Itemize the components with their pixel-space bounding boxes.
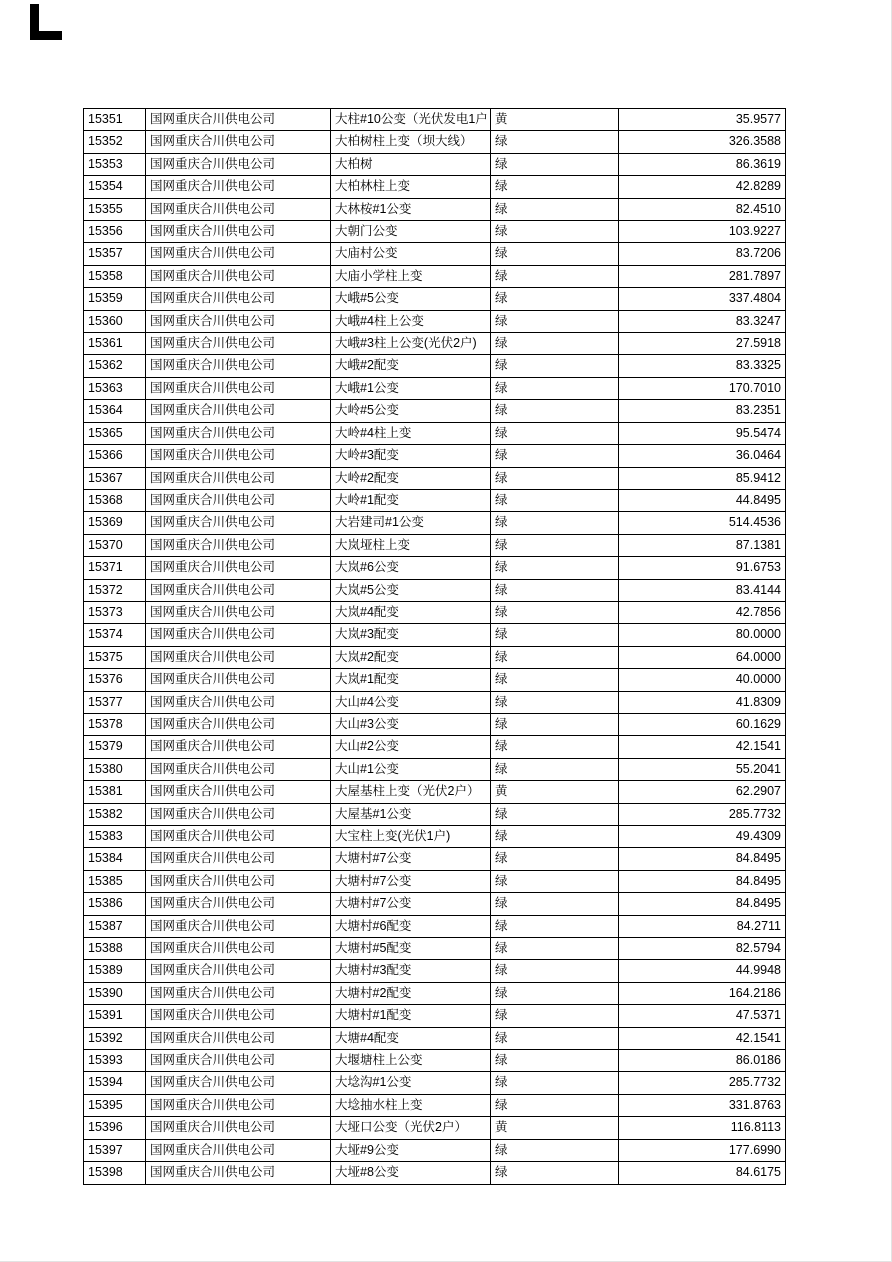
cell-value: 47.5371	[619, 1005, 786, 1027]
cell-value: 84.2711	[619, 915, 786, 937]
cell-row-id: 15360	[84, 310, 146, 332]
table-row	[84, 400, 786, 422]
cell-station-name: 大塘村#7公变	[331, 848, 491, 870]
cell-company: 国网重庆合川供电公司	[146, 1094, 331, 1116]
cell-row-id: 15369	[84, 512, 146, 534]
cell-row-id: 15380	[84, 758, 146, 780]
cell-status: 绿	[491, 758, 619, 780]
cell-station-name: 大山#3公变	[331, 713, 491, 735]
cell-status: 绿	[491, 579, 619, 601]
cell-row-id: 15377	[84, 691, 146, 713]
cell-station-name: 大庙小学柱上变	[331, 265, 491, 287]
cell-value: 285.7732	[619, 1072, 786, 1094]
cell-company: 国网重庆合川供电公司	[146, 736, 331, 758]
cell-station-name: 大柏树柱上变（坝大线）	[331, 131, 491, 153]
cell-station-name: 大堰塘柱上公变	[331, 1050, 491, 1072]
cell-company: 国网重庆合川供电公司	[146, 198, 331, 220]
cell-value: 177.6990	[619, 1139, 786, 1161]
cell-station-name: 大塘村#6配变	[331, 915, 491, 937]
cell-value: 326.3588	[619, 131, 786, 153]
cell-value: 164.2186	[619, 982, 786, 1004]
cell-value: 86.0186	[619, 1050, 786, 1072]
cell-station-name: 大峨#1公变	[331, 377, 491, 399]
table-row	[84, 333, 786, 355]
cell-row-id: 15389	[84, 960, 146, 982]
cell-value: 331.8763	[619, 1094, 786, 1116]
cell-station-name: 大岭#3配变	[331, 445, 491, 467]
cell-row-id: 15376	[84, 669, 146, 691]
cell-company: 国网重庆合川供电公司	[146, 982, 331, 1004]
cell-status: 绿	[491, 1005, 619, 1027]
cell-status: 绿	[491, 826, 619, 848]
cell-company: 国网重庆合川供电公司	[146, 512, 331, 534]
cell-row-id: 15392	[84, 1027, 146, 1049]
cell-row-id: 15381	[84, 781, 146, 803]
cell-row-id: 15396	[84, 1117, 146, 1139]
table-row	[84, 781, 786, 803]
cell-status: 绿	[491, 153, 619, 175]
cell-company: 国网重庆合川供电公司	[146, 1139, 331, 1161]
cell-value: 83.7206	[619, 243, 786, 265]
table-row	[84, 176, 786, 198]
table-row	[84, 646, 786, 668]
table-row	[84, 736, 786, 758]
table-row	[84, 1027, 786, 1049]
cell-value: 337.4804	[619, 288, 786, 310]
cell-row-id: 15353	[84, 153, 146, 175]
cell-row-id: 15387	[84, 915, 146, 937]
cell-status: 绿	[491, 355, 619, 377]
table-row	[84, 826, 786, 848]
cell-value: 514.4536	[619, 512, 786, 534]
cell-company: 国网重庆合川供电公司	[146, 781, 331, 803]
table-row	[84, 557, 786, 579]
cell-company: 国网重庆合川供电公司	[146, 534, 331, 556]
cell-status: 绿	[491, 624, 619, 646]
table-row	[84, 243, 786, 265]
cell-status: 绿	[491, 1027, 619, 1049]
cell-company: 国网重庆合川供电公司	[146, 848, 331, 870]
table-row	[84, 1005, 786, 1027]
cell-station-name: 大岚#2配变	[331, 646, 491, 668]
cell-company: 国网重庆合川供电公司	[146, 1117, 331, 1139]
table-row	[84, 691, 786, 713]
cell-value: 42.7856	[619, 601, 786, 623]
table-row	[84, 310, 786, 332]
cell-station-name: 大垭#8公变	[331, 1162, 491, 1184]
cell-value: 82.5794	[619, 938, 786, 960]
cell-status: 绿	[491, 422, 619, 444]
cell-row-id: 15358	[84, 265, 146, 287]
cell-value: 86.3619	[619, 153, 786, 175]
table-row	[84, 1094, 786, 1116]
cell-company: 国网重庆合川供电公司	[146, 400, 331, 422]
cell-value: 84.8495	[619, 848, 786, 870]
cell-station-name: 大塘村#2配变	[331, 982, 491, 1004]
cell-station-name: 大山#4公变	[331, 691, 491, 713]
page-corner-mark	[30, 4, 62, 40]
table-row	[84, 938, 786, 960]
cell-station-name: 大庙村公变	[331, 243, 491, 265]
cell-value: 60.1629	[619, 713, 786, 735]
cell-value: 27.5918	[619, 333, 786, 355]
table-row	[84, 377, 786, 399]
cell-row-id: 15378	[84, 713, 146, 735]
table-row	[84, 265, 786, 287]
cell-company: 国网重庆合川供电公司	[146, 915, 331, 937]
table-row	[84, 870, 786, 892]
cell-station-name: 大山#1公变	[331, 758, 491, 780]
cell-row-id: 15375	[84, 646, 146, 668]
cell-value: 84.6175	[619, 1162, 786, 1184]
cell-station-name: 大岭#4柱上变	[331, 422, 491, 444]
cell-row-id: 15373	[84, 601, 146, 623]
cell-station-name: 大岭#5公变	[331, 400, 491, 422]
cell-row-id: 15362	[84, 355, 146, 377]
cell-company: 国网重庆合川供电公司	[146, 624, 331, 646]
cell-row-id: 15355	[84, 198, 146, 220]
cell-value: 83.3247	[619, 310, 786, 332]
cell-row-id: 15391	[84, 1005, 146, 1027]
cell-status: 绿	[491, 333, 619, 355]
cell-station-name: 大垭#9公变	[331, 1139, 491, 1161]
cell-row-id: 15351	[84, 109, 146, 131]
cell-station-name: 大岚垭柱上变	[331, 534, 491, 556]
cell-value: 42.8289	[619, 176, 786, 198]
cell-row-id: 15361	[84, 333, 146, 355]
table-row	[84, 1162, 786, 1184]
table-row	[84, 489, 786, 511]
cell-company: 国网重庆合川供电公司	[146, 131, 331, 153]
cell-status: 绿	[491, 221, 619, 243]
cell-company: 国网重庆合川供电公司	[146, 893, 331, 915]
cell-station-name: 大柱#10公变（光伏发电1户	[331, 109, 491, 131]
cell-company: 国网重庆合川供电公司	[146, 489, 331, 511]
cell-status: 绿	[491, 243, 619, 265]
cell-value: 87.1381	[619, 534, 786, 556]
table-row	[84, 601, 786, 623]
cell-company: 国网重庆合川供电公司	[146, 1050, 331, 1072]
cell-status: 绿	[491, 669, 619, 691]
cell-status: 绿	[491, 1050, 619, 1072]
cell-company: 国网重庆合川供电公司	[146, 310, 331, 332]
cell-station-name: 大岚#1配变	[331, 669, 491, 691]
table-row	[84, 803, 786, 825]
cell-status: 绿	[491, 1139, 619, 1161]
cell-company: 国网重庆合川供电公司	[146, 870, 331, 892]
cell-company: 国网重庆合川供电公司	[146, 758, 331, 780]
cell-row-id: 15393	[84, 1050, 146, 1072]
cell-status: 绿	[491, 176, 619, 198]
cell-value: 36.0464	[619, 445, 786, 467]
cell-value: 83.2351	[619, 400, 786, 422]
cell-company: 国网重庆合川供电公司	[146, 960, 331, 982]
cell-row-id: 15385	[84, 870, 146, 892]
cell-status: 绿	[491, 646, 619, 668]
cell-company: 国网重庆合川供电公司	[146, 646, 331, 668]
cell-status: 绿	[491, 1094, 619, 1116]
cell-status: 绿	[491, 557, 619, 579]
cell-status: 黄	[491, 781, 619, 803]
table-row	[84, 198, 786, 220]
cell-value: 84.8495	[619, 893, 786, 915]
cell-value: 84.8495	[619, 870, 786, 892]
cell-station-name: 大岚#5公变	[331, 579, 491, 601]
cell-station-name: 大岩建司#1公变	[331, 512, 491, 534]
cell-station-name: 大峨#2配变	[331, 355, 491, 377]
table-row	[84, 153, 786, 175]
table-row	[84, 422, 786, 444]
cell-status: 绿	[491, 1072, 619, 1094]
cell-row-id: 15359	[84, 288, 146, 310]
cell-station-name: 大塘村#7公变	[331, 870, 491, 892]
cell-row-id: 15383	[84, 826, 146, 848]
cell-value: 64.0000	[619, 646, 786, 668]
cell-status: 绿	[491, 870, 619, 892]
cell-company: 国网重庆合川供电公司	[146, 467, 331, 489]
cell-status: 绿	[491, 377, 619, 399]
cell-status: 绿	[491, 131, 619, 153]
table-row	[84, 288, 786, 310]
table-body	[84, 109, 786, 1185]
cell-station-name: 大岭#1配变	[331, 489, 491, 511]
cell-station-name: 大埝沟#1公变	[331, 1072, 491, 1094]
cell-company: 国网重庆合川供电公司	[146, 826, 331, 848]
table-row	[84, 758, 786, 780]
table-row	[84, 467, 786, 489]
cell-station-name: 大峨#3柱上公变(光伏2户)	[331, 333, 491, 355]
cell-station-name: 大塘村#1配变	[331, 1005, 491, 1027]
cell-row-id: 15382	[84, 803, 146, 825]
table-row	[84, 1139, 786, 1161]
cell-company: 国网重庆合川供电公司	[146, 109, 331, 131]
cell-company: 国网重庆合川供电公司	[146, 1005, 331, 1027]
cell-station-name: 大塘#4配变	[331, 1027, 491, 1049]
cell-status: 黄	[491, 1117, 619, 1139]
cell-company: 国网重庆合川供电公司	[146, 669, 331, 691]
cell-row-id: 15372	[84, 579, 146, 601]
cell-row-id: 15374	[84, 624, 146, 646]
table-row	[84, 848, 786, 870]
cell-company: 国网重庆合川供电公司	[146, 221, 331, 243]
cell-status: 绿	[491, 198, 619, 220]
cell-value: 49.4309	[619, 826, 786, 848]
cell-company: 国网重庆合川供电公司	[146, 938, 331, 960]
cell-status: 绿	[491, 310, 619, 332]
cell-status: 绿	[491, 1162, 619, 1184]
table-row	[84, 960, 786, 982]
cell-status: 绿	[491, 445, 619, 467]
cell-row-id: 15398	[84, 1162, 146, 1184]
cell-company: 国网重庆合川供电公司	[146, 713, 331, 735]
cell-status: 绿	[491, 938, 619, 960]
cell-station-name: 大山#2公变	[331, 736, 491, 758]
cell-status: 绿	[491, 534, 619, 556]
cell-value: 83.3325	[619, 355, 786, 377]
table-row	[84, 1117, 786, 1139]
cell-row-id: 15367	[84, 467, 146, 489]
cell-status: 绿	[491, 848, 619, 870]
cell-company: 国网重庆合川供电公司	[146, 691, 331, 713]
cell-station-name: 大塘村#5配变	[331, 938, 491, 960]
table-row	[84, 982, 786, 1004]
cell-station-name: 大屋基柱上变（光伏2户）	[331, 781, 491, 803]
cell-station-name: 大朝门公变	[331, 221, 491, 243]
cell-station-name: 大塘村#7公变	[331, 893, 491, 915]
table-row	[84, 355, 786, 377]
cell-status: 绿	[491, 893, 619, 915]
cell-station-name: 大岚#6公变	[331, 557, 491, 579]
table-row	[84, 1072, 786, 1094]
cell-row-id: 15352	[84, 131, 146, 153]
cell-station-name: 大峨#4柱上公变	[331, 310, 491, 332]
cell-company: 国网重庆合川供电公司	[146, 1072, 331, 1094]
cell-row-id: 15364	[84, 400, 146, 422]
cell-value: 85.9412	[619, 467, 786, 489]
cell-station-name: 大塘村#3配变	[331, 960, 491, 982]
cell-status: 绿	[491, 960, 619, 982]
cell-row-id: 15379	[84, 736, 146, 758]
cell-value: 103.9227	[619, 221, 786, 243]
cell-station-name: 大垭口公变（光伏2户）	[331, 1117, 491, 1139]
cell-station-name: 大屋基#1公变	[331, 803, 491, 825]
cell-row-id: 15390	[84, 982, 146, 1004]
cell-value: 44.9948	[619, 960, 786, 982]
cell-company: 国网重庆合川供电公司	[146, 445, 331, 467]
cell-station-name: 大柏树	[331, 153, 491, 175]
table-row	[84, 624, 786, 646]
cell-station-name: 大柏林柱上变	[331, 176, 491, 198]
table-row	[84, 1050, 786, 1072]
cell-company: 国网重庆合川供电公司	[146, 803, 331, 825]
cell-station-name: 大埝抽水柱上变	[331, 1094, 491, 1116]
cell-value: 80.0000	[619, 624, 786, 646]
cell-company: 国网重庆合川供电公司	[146, 243, 331, 265]
table-row	[84, 915, 786, 937]
cell-row-id: 15354	[84, 176, 146, 198]
cell-company: 国网重庆合川供电公司	[146, 377, 331, 399]
cell-company: 国网重庆合川供电公司	[146, 422, 331, 444]
cell-row-id: 15371	[84, 557, 146, 579]
table-row	[84, 109, 786, 131]
cell-row-id: 15366	[84, 445, 146, 467]
cell-company: 国网重庆合川供电公司	[146, 355, 331, 377]
cell-status: 绿	[491, 489, 619, 511]
cell-value: 35.9577	[619, 109, 786, 131]
cell-value: 55.2041	[619, 758, 786, 780]
cell-row-id: 15365	[84, 422, 146, 444]
cell-value: 116.8113	[619, 1117, 786, 1139]
cell-row-id: 15397	[84, 1139, 146, 1161]
cell-row-id: 15386	[84, 893, 146, 915]
cell-company: 国网重庆合川供电公司	[146, 176, 331, 198]
cell-value: 83.4144	[619, 579, 786, 601]
cell-value: 285.7732	[619, 803, 786, 825]
cell-value: 82.4510	[619, 198, 786, 220]
cell-status: 绿	[491, 601, 619, 623]
cell-company: 国网重庆合川供电公司	[146, 1162, 331, 1184]
table-row	[84, 445, 786, 467]
cell-status: 绿	[491, 982, 619, 1004]
table-row	[84, 512, 786, 534]
cell-status: 绿	[491, 915, 619, 937]
cell-status: 绿	[491, 288, 619, 310]
cell-company: 国网重庆合川供电公司	[146, 265, 331, 287]
cell-status: 绿	[491, 467, 619, 489]
table-row	[84, 893, 786, 915]
cell-value: 170.7010	[619, 377, 786, 399]
table-row	[84, 221, 786, 243]
cell-station-name: 大宝柱上变(光伏1户)	[331, 826, 491, 848]
cell-station-name: 大林桉#1公变	[331, 198, 491, 220]
cell-status: 黄	[491, 109, 619, 131]
transformer-table	[83, 108, 786, 1185]
cell-row-id: 15384	[84, 848, 146, 870]
cell-value: 42.1541	[619, 1027, 786, 1049]
table-row	[84, 579, 786, 601]
table-row	[84, 131, 786, 153]
cell-row-id: 15395	[84, 1094, 146, 1116]
cell-status: 绿	[491, 400, 619, 422]
cell-row-id: 15394	[84, 1072, 146, 1094]
cell-value: 40.0000	[619, 669, 786, 691]
cell-company: 国网重庆合川供电公司	[146, 601, 331, 623]
table-row	[84, 713, 786, 735]
cell-row-id: 15357	[84, 243, 146, 265]
cell-company: 国网重庆合川供电公司	[146, 288, 331, 310]
cell-company: 国网重庆合川供电公司	[146, 153, 331, 175]
cell-row-id: 15388	[84, 938, 146, 960]
cell-row-id: 15356	[84, 221, 146, 243]
cell-value: 62.2907	[619, 781, 786, 803]
cell-station-name: 大峨#5公变	[331, 288, 491, 310]
cell-row-id: 15368	[84, 489, 146, 511]
cell-value: 91.6753	[619, 557, 786, 579]
cell-station-name: 大岚#4配变	[331, 601, 491, 623]
cell-value: 44.8495	[619, 489, 786, 511]
cell-station-name: 大岚#3配变	[331, 624, 491, 646]
cell-status: 绿	[491, 736, 619, 758]
table-row	[84, 669, 786, 691]
cell-station-name: 大岭#2配变	[331, 467, 491, 489]
cell-value: 42.1541	[619, 736, 786, 758]
cell-status: 绿	[491, 512, 619, 534]
cell-company: 国网重庆合川供电公司	[146, 333, 331, 355]
cell-company: 国网重庆合川供电公司	[146, 557, 331, 579]
cell-status: 绿	[491, 265, 619, 287]
cell-company: 国网重庆合川供电公司	[146, 1027, 331, 1049]
cell-row-id: 15363	[84, 377, 146, 399]
cell-status: 绿	[491, 803, 619, 825]
cell-value: 281.7897	[619, 265, 786, 287]
table-row	[84, 534, 786, 556]
cell-company: 国网重庆合川供电公司	[146, 579, 331, 601]
cell-value: 41.8309	[619, 691, 786, 713]
cell-value: 95.5474	[619, 422, 786, 444]
cell-status: 绿	[491, 713, 619, 735]
cell-status: 绿	[491, 691, 619, 713]
cell-row-id: 15370	[84, 534, 146, 556]
